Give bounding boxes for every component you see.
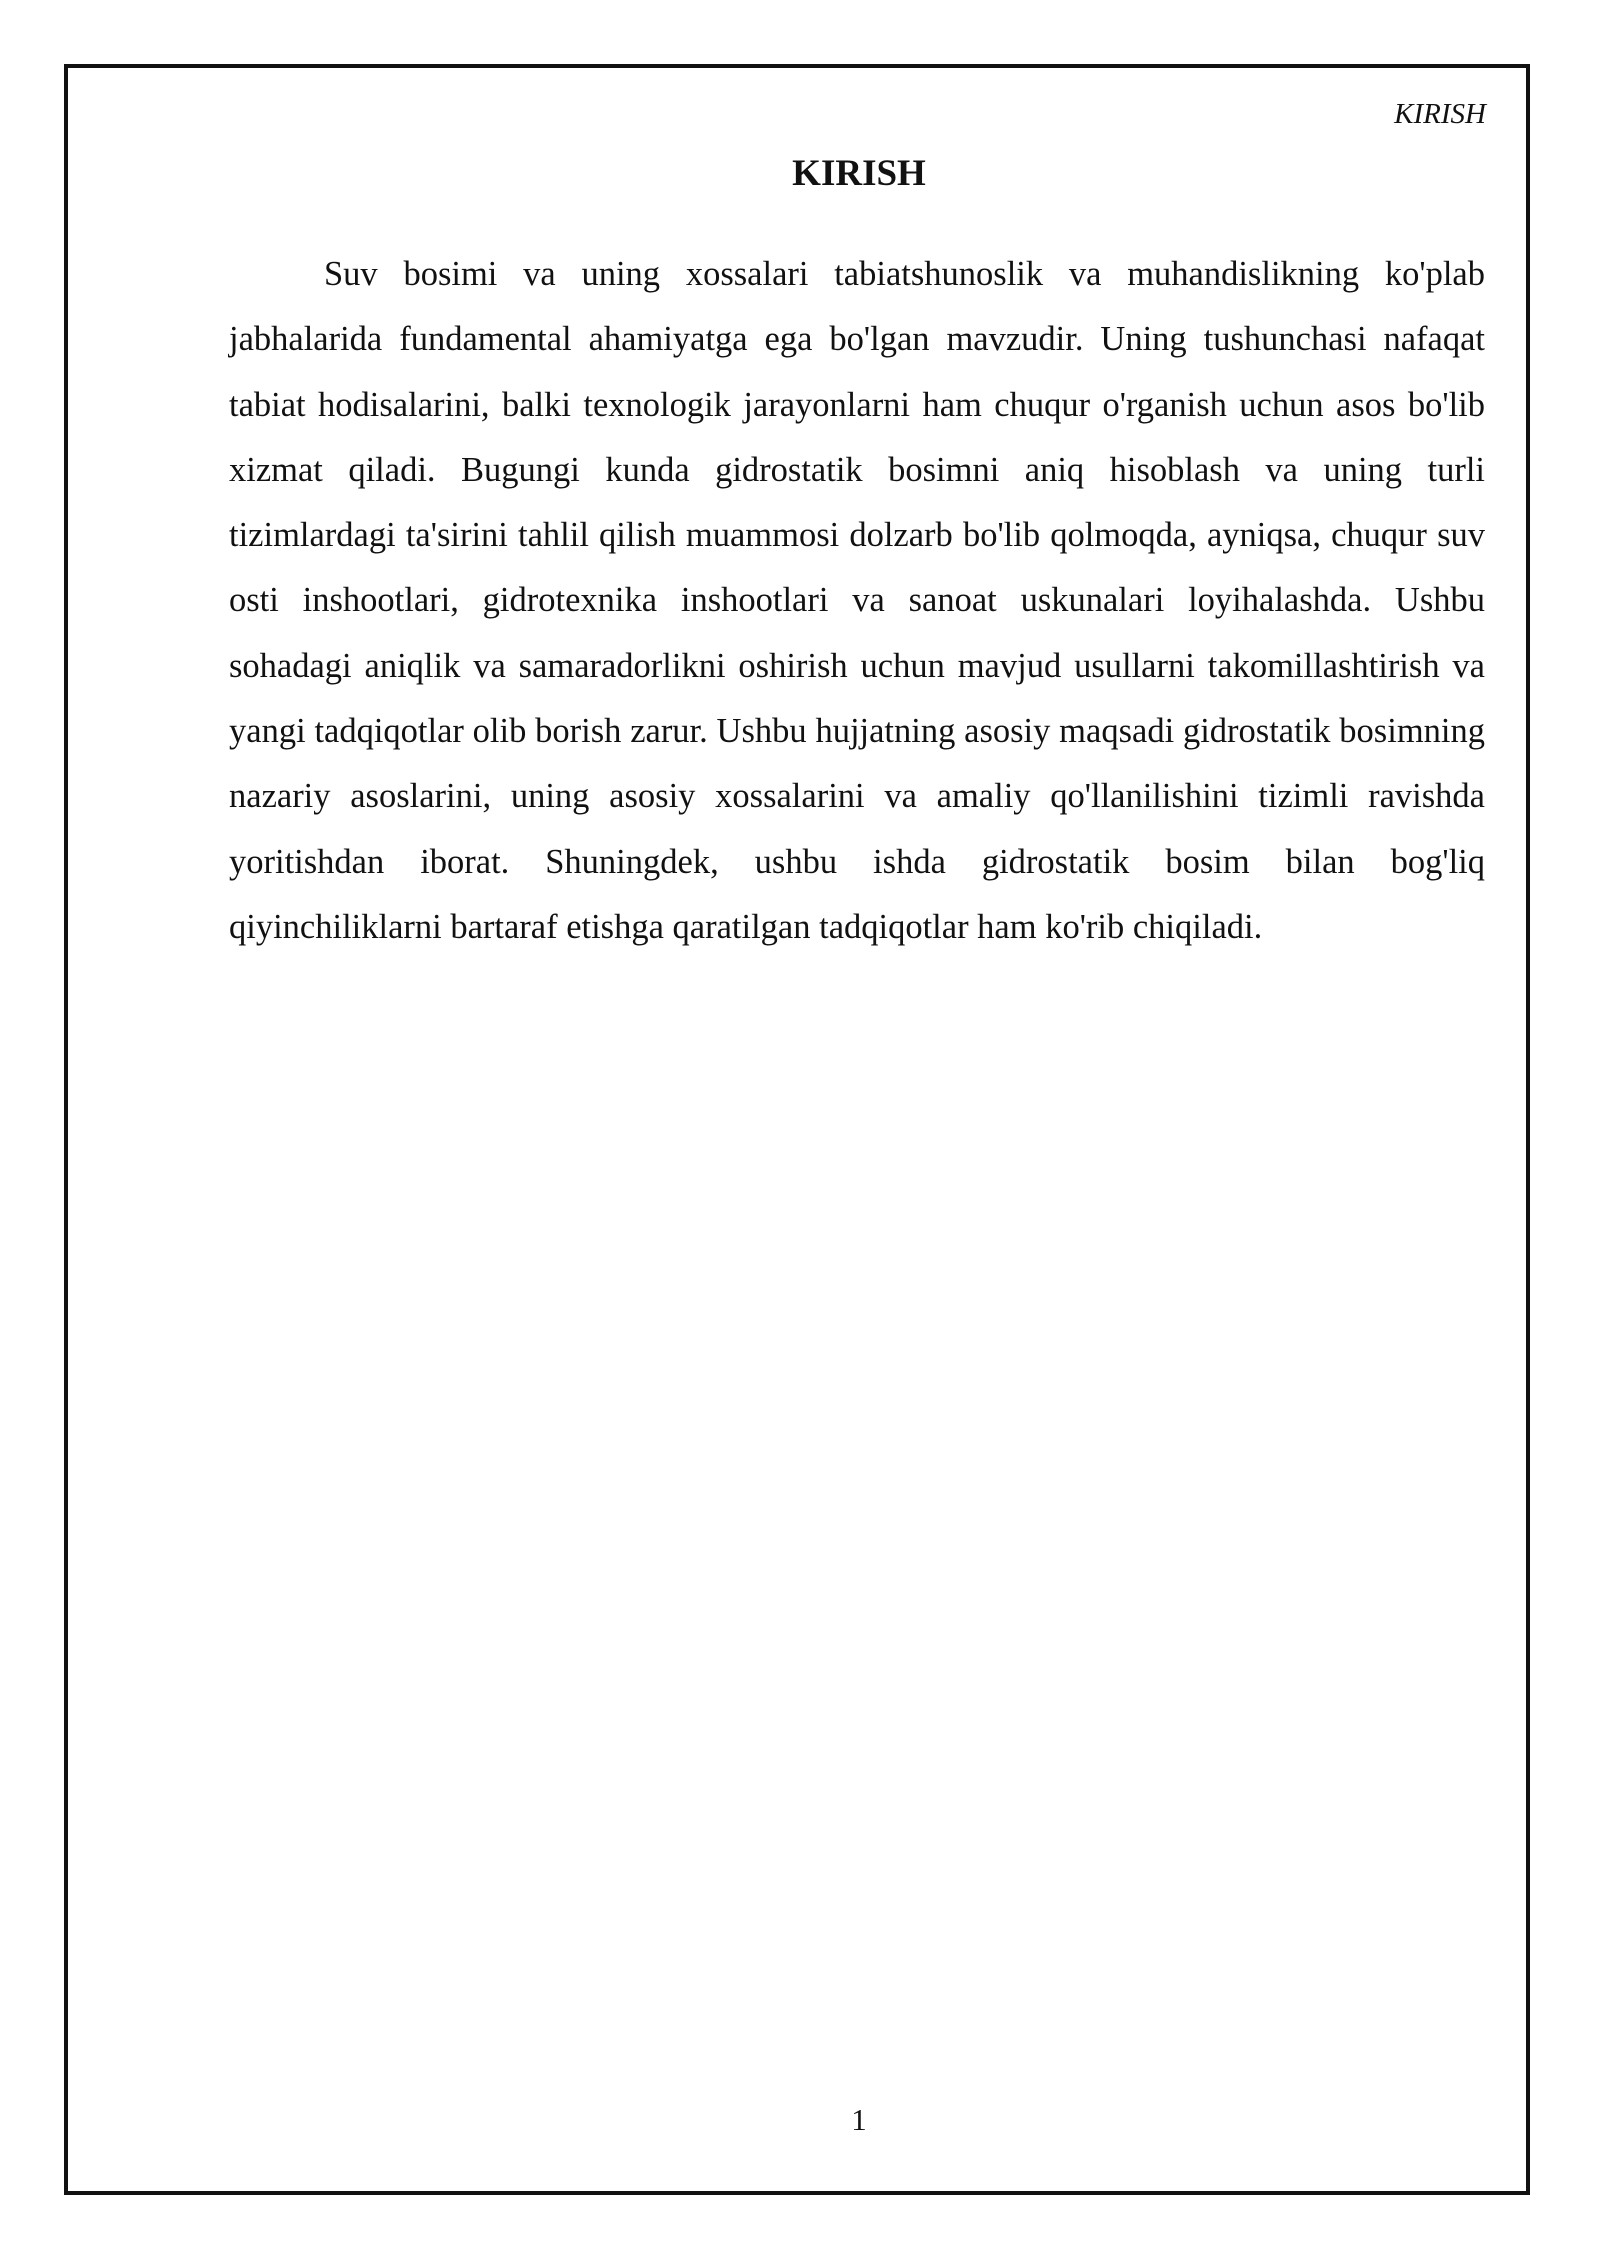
page-number: 1 [851,2102,867,2137]
running-header: KIRISH [1394,98,1486,130]
body-paragraph: Suv bosimi va uning xossalari tabiatshunoslik va muhandislikning ko'plab jabhalarida fundamental ahamiyatga ega bo'lgan mavzudir. Uning tushunchasi nafaqat tabiat hodisalarini, balki texnologik jarayonlarni ham chuqur o'rganish uchun asos bo'lib xizmat qiladi. Bugungi kunda gidrostatik bosimni aniq hisoblash va uning turli tizimlardagi ta'sirini tahlil qilish muammosi dolzarb bo'lib qolmoqda, ayniqsa, chuqur suv osti inshootlari, gidrotexnika inshootlari va sanoat uskunalari loyihalashda. Ushbu sohadagi aniqlik va samaradorlikni oshirish uchun mavjud usullarni takomillashtirish va yangi tadqiqotlar olib borish zarur. Ushbu hujjatning asosiy maqsadi gidrostatik bosimning nazariy asoslarini, uning asosiy xossalarini va amaliy qo'llanilishini tizimli ravishda yoritishdan iborat. Shuningdek, ushbu ishda gidrostatik bosim bilan bog'liq qiyinchiliklarni bartaraf etishga qaratilgan tadqiqotlar ham ko'rib chiqiladi. [229,255,1485,946]
chapter-title: KIRISH [792,153,926,194]
